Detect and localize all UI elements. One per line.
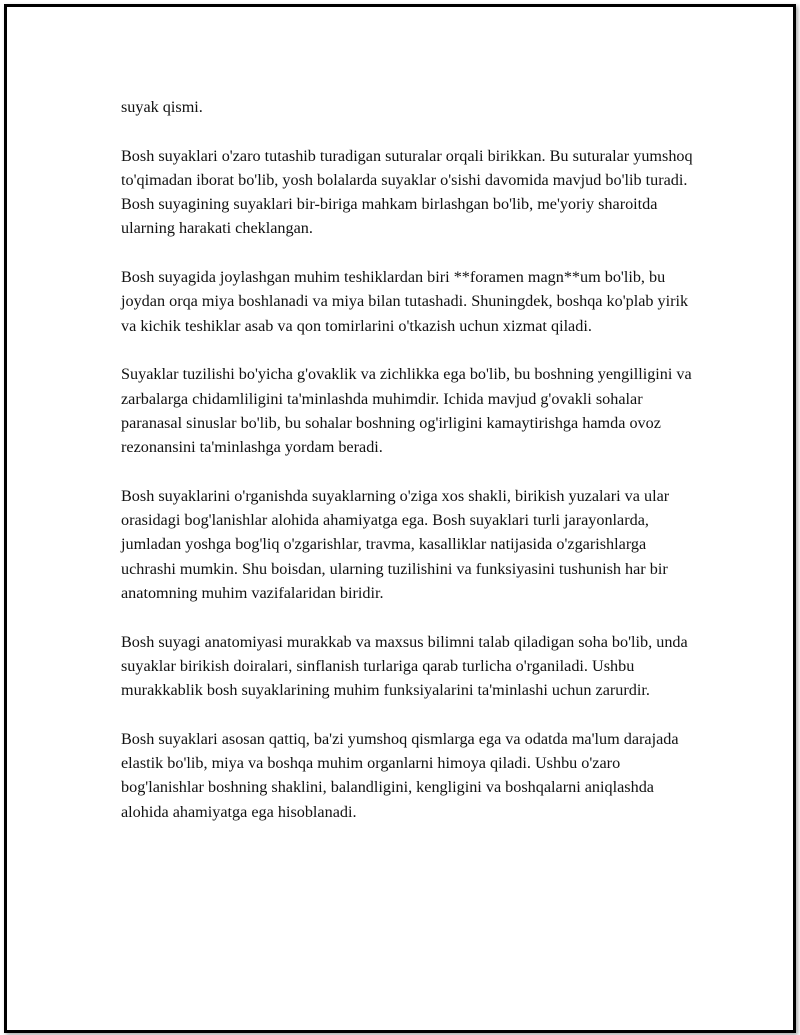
document-body — [121, 95, 701, 848]
paragraph: Suyaklar tuzilishi bo'yicha g'ovaklik va zichlikka ega bo'lib, bu boshning yengilligini va zarbalarga chidamliligini ta'minlashda muhimdir. Ichida mavjud g'ovakli sohalar paranasal sinuslar bo'lib, bu sohalar boshning og'irligini kamaytirishga hamda ovoz rezonansini ta'minlashga yordam beradi. — [121, 365, 692, 457]
paragraph: Bosh suyaklari o'zaro tutashib turadigan suturalar orqali birikkan. Bu suturalar yumshoq to'qimadan iborat bo'lib, yosh bolalarda suyaklar o'sishi davomida mavjud bo'lib turadi. Bosh suyagining suyaklari bir-biriga mahkam birlashgan bo'lib, me'yoriy sharoitda ularning harakati cheklangan. — [121, 146, 693, 238]
paragraph: Bosh suyaklari asosan qattiq, ba'zi yumshoq qismlarga ega va odatda ma'lum darajada elastik bo'lib, miya va boshqa muhim organlarni himoya qiladi. Ushbu o'zaro bog'lanishlar boshning shaklini, balandligini, kengligini va boshqalarni aniqlashda alohida ahamiyatga ega hisoblanadi. — [121, 729, 679, 821]
paragraph: suyak qismi. — [121, 98, 203, 116]
paragraph: Bosh suyaklarini o'rganishda suyaklarning o'ziga xos shakli, birikish yuzalari va ular orasidagi bog'lanishlar alohida ahamiyatga ega. Bosh suyaklari turli jarayonlarda, jumladan yoshga bog'liq o'zgarishlar, travma, kasalliklar natijasida o'zgarishlarga uchrashi mumkin. Shu boisdan, ularning tuzilishini va funksiyasini tushunish har bir anatomning muhim vazifalaridan biridir. — [121, 486, 670, 602]
paragraph: Bosh suyagi anatomiyasi murakkab va maxsus bilimni talab qiladigan soha bo'lib, unda suyaklar birikish doiralari, sinflanish turlariga qarab turlicha o'rganiladi. Ushbu murakkablik bosh suyaklarining muhim funksiyalarini ta'minlashi uchun zarurdir. — [121, 632, 688, 700]
page-frame — [4, 4, 796, 1033]
paragraph: Bosh suyagida joylashgan muhim teshiklardan biri **foramen magn**um bo'lib, bu joydan orqa miya boshlanadi va miya bilan tutashadi. Shuningdek, boshqa ko'plab yirik va kichik teshiklar asab va qon tomirlarini o'tkazish uchun xizmat qiladi. — [121, 268, 689, 335]
